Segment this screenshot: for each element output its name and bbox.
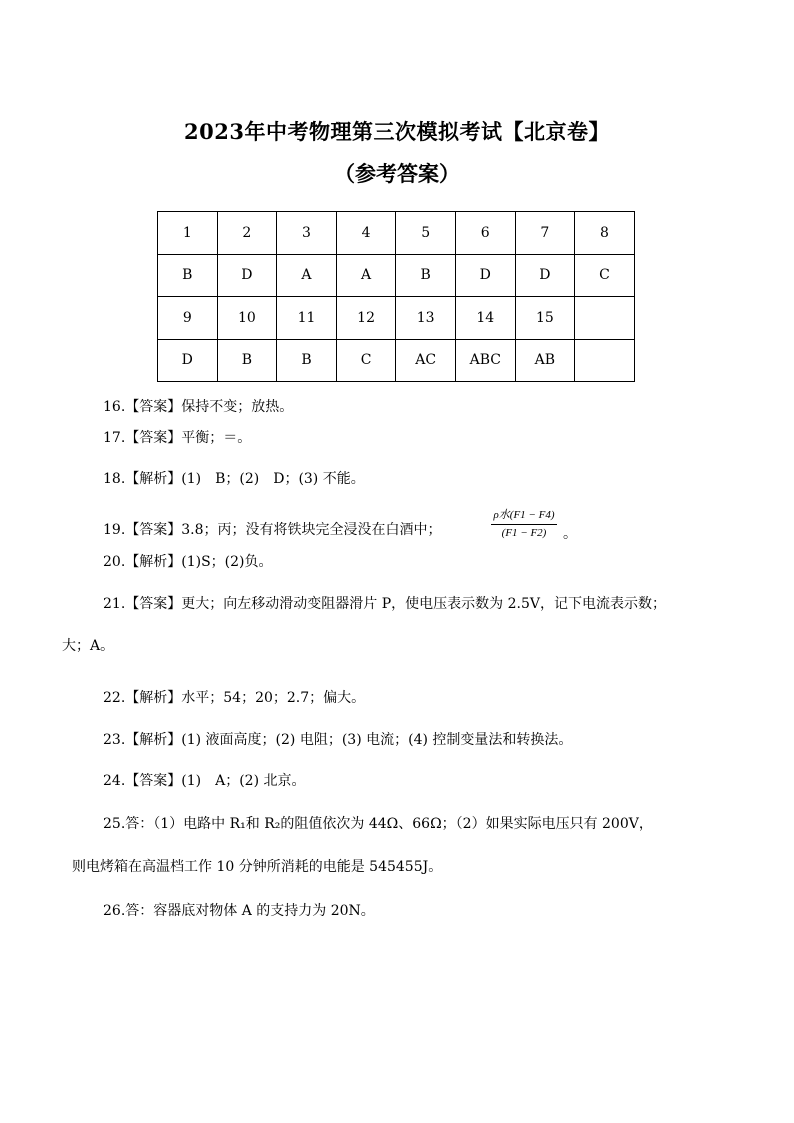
answer-24: 24.【答案】(1) A；(2) 北京。 [103,773,306,789]
page-title: 2023年中考物理第三次模拟考试【北京卷】 [184,119,610,144]
table-cell: B [217,339,277,382]
formula-fraction [487,508,561,541]
answer-17: 17.【答案】平衡；＝。 [103,430,252,446]
table-cell: 15 [515,297,575,340]
formula-denominator: (F1 − F2) [501,527,547,539]
table-row [158,254,635,297]
formula-numerator: ρ水(F1 − F4) [493,509,555,521]
answer-21-line1: 21.【答案】更大；向左移动滑动变阻器滑片 P，使电压表示数为 2.5V，记下电流表示数； [103,596,666,612]
answer-25-line1: 25.答：（1）电路中 R₁和 R₂的阻值依次为 44Ω、66Ω；（2）如果实际电压只有 200V， [103,816,653,832]
answer-25-line2: 则电烤箱在高温档工作 10 分钟所消耗的电能是 545455J。 [72,859,443,875]
table-cell: AC [396,339,456,382]
answer-22: 22.【解析】水平；54；20；2.7；偏大。 [103,690,366,706]
table-row [158,212,635,255]
table-cell: 9 [158,297,218,340]
table-cell [575,339,635,382]
answer-16: 16.【答案】保持不变；放热。 [103,399,294,415]
table-cell: A [277,254,337,297]
table-cell: 6 [455,212,515,255]
answer-26: 26.答：容器底对物体 A 的支持力为 20N。 [103,903,375,919]
table-cell: AB [515,339,575,382]
table-cell: C [336,339,396,382]
table-cell: B [277,339,337,382]
table-cell: C [575,254,635,297]
table-row [158,339,635,382]
answer-19-end: 。 [563,526,577,542]
table-cell: B [158,254,218,297]
table-cell: 7 [515,212,575,255]
table-cell: 10 [217,297,277,340]
table-cell: 11 [277,297,337,340]
table-cell: D [217,254,277,297]
table-cell: 14 [455,297,515,340]
table-cell: D [515,254,575,297]
table-cell: A [336,254,396,297]
table-cell: 1 [158,212,218,255]
table-row [158,297,635,340]
page-subtitle: （参考答案） [334,161,460,186]
table-cell: ABC [455,339,515,382]
table-cell: 3 [277,212,337,255]
answer-21-line2: 大；A。 [62,638,115,654]
table-cell: D [455,254,515,297]
table-cell [575,297,635,340]
answer-23: 23.【解析】(1) 液面高度；(2) 电阻；(3) 电流；(4) 控制变量法和转换法。 [103,732,573,748]
answer-18: 18.【解析】(1) B；(2) D；(3) 不能。 [103,471,365,487]
table-cell: 8 [575,212,635,255]
table-cell: D [158,339,218,382]
table-cell: 4 [336,212,396,255]
table-cell: 5 [396,212,456,255]
answer-19: 19.【答案】3.8；丙；没有将铁块完全浸没在白酒中； [103,522,442,538]
table-cell: B [396,254,456,297]
table-cell: 12 [336,297,396,340]
table-cell: 2 [217,212,277,255]
table-cell: 13 [396,297,456,340]
fraction-bar [491,524,557,525]
answer-table [157,211,635,382]
answer-20: 20.【解析】(1)S；(2)负。 [103,554,273,570]
